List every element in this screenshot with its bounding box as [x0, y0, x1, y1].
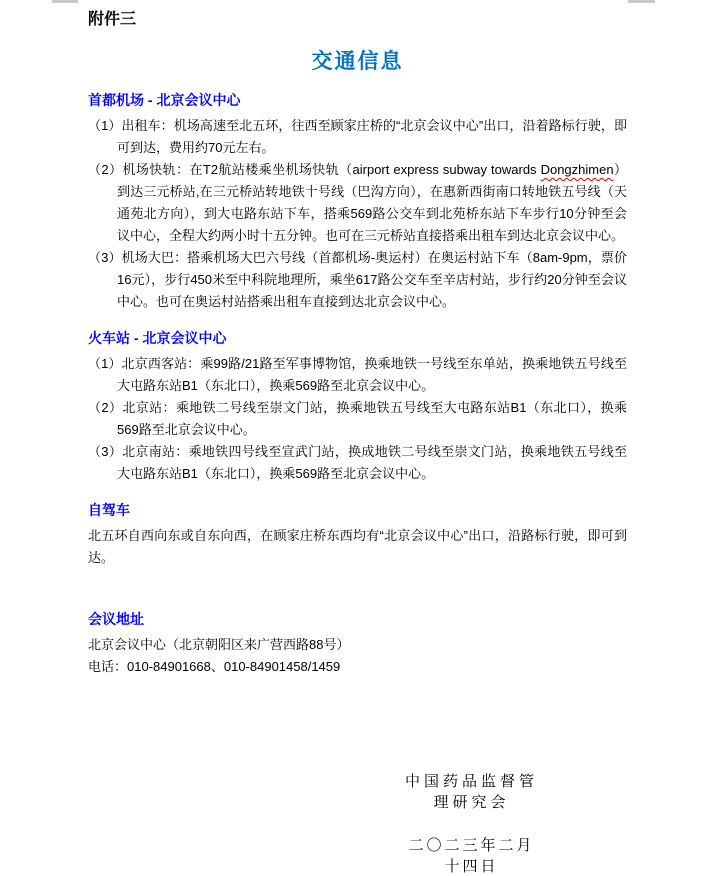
list-item-text: （2）机场快轨：在T2航站楼乘坐机场快轨（airport express subway towards	[88, 162, 541, 177]
section-heading-train-stations: 火车站 - 北京会议中心	[88, 330, 227, 346]
list-item	[88, 115, 627, 159]
venue-address: 北京会议中心（北京朝阳区来广营西路88号）	[88, 637, 350, 652]
signature-block	[401, 770, 542, 876]
page-margin-mark-right	[628, 0, 655, 3]
list-item-text: ）到达三元桥站,在三元桥站转地铁十号线（巴沟方向），在惠新西街南口转地铁五号线（天通苑北方向），到大屯路东站下车，搭乘569路公交车到北苑桥东站下车步行10分钟至会议中心，全程大约两小时十五分钟。也可在三元桥站直接搭乘出租车到达北京会议中心。	[117, 162, 627, 243]
section-heading-self-driving: 自驾车	[88, 502, 130, 518]
section-train-stations	[88, 328, 627, 485]
spellcheck-word: Dongzhimen	[540, 162, 614, 177]
signing-organization: 中国药品监督管理研究会	[404, 774, 538, 811]
list-item-text: （1）北京西客站：乘99路/21路至军事博物馆，换乘地铁一号线至东单站，换乘地铁五号线至大屯路东站B1（东北口），换乘569路至北京会议中心。	[88, 356, 627, 393]
list-item-text: （3）机场大巴：搭乘机场大巴六号线（首都机场-奥运村）在奥运村站下车（8am-9pm，票价16元），步行450米至中科院地理所，乘坐617路公交车至辛店村站，步行约20分钟至会议中心。也可在奥运村站搭乘出租车直接到达北京会议中心。	[88, 250, 627, 309]
attachment-label: 附件三	[88, 11, 137, 28]
section-airport	[88, 90, 627, 313]
signing-date: 二〇二三年二月十四日	[408, 838, 535, 875]
list-item	[88, 159, 627, 247]
section-address	[88, 609, 627, 678]
page-title: 交通信息	[311, 50, 404, 73]
list-item-text: （2）北京站：乘地铁二号线至崇文门站，换乘地铁五号线至大屯路东站B1（东北口），换乘569路至北京会议中心。	[88, 400, 627, 437]
section-heading-address: 会议地址	[88, 611, 144, 627]
page-margin-mark-left	[52, 0, 78, 3]
list-item	[88, 247, 627, 313]
section-heading-airport: 首都机场 - 北京会议中心	[88, 92, 241, 108]
list-item	[88, 353, 627, 397]
section-self-driving	[88, 500, 627, 569]
list-item-text: （1）出租车：机场高速至北五环，往西至顾家庄桥的“北京会议中心”出口，沿着路标行驶，即可到达，费用约70元左右。	[88, 118, 627, 155]
section-body-text: 北五环自西向东或自东向西，在顾家庄桥东西均有“北京会议中心”出口，沿路标行驶，即可到达。	[88, 528, 627, 565]
list-item-text: （3）北京南站：乘地铁四号线至宣武门站，换成地铁二号线至崇文门站，换乘地铁五号线至大屯路东站B1（东北口），换乘569路至北京会议中心。	[88, 444, 627, 481]
list-item	[88, 441, 627, 485]
list-item	[88, 397, 627, 441]
phone-numbers: 电话：010-84901668、010-84901458/1459	[88, 659, 341, 674]
